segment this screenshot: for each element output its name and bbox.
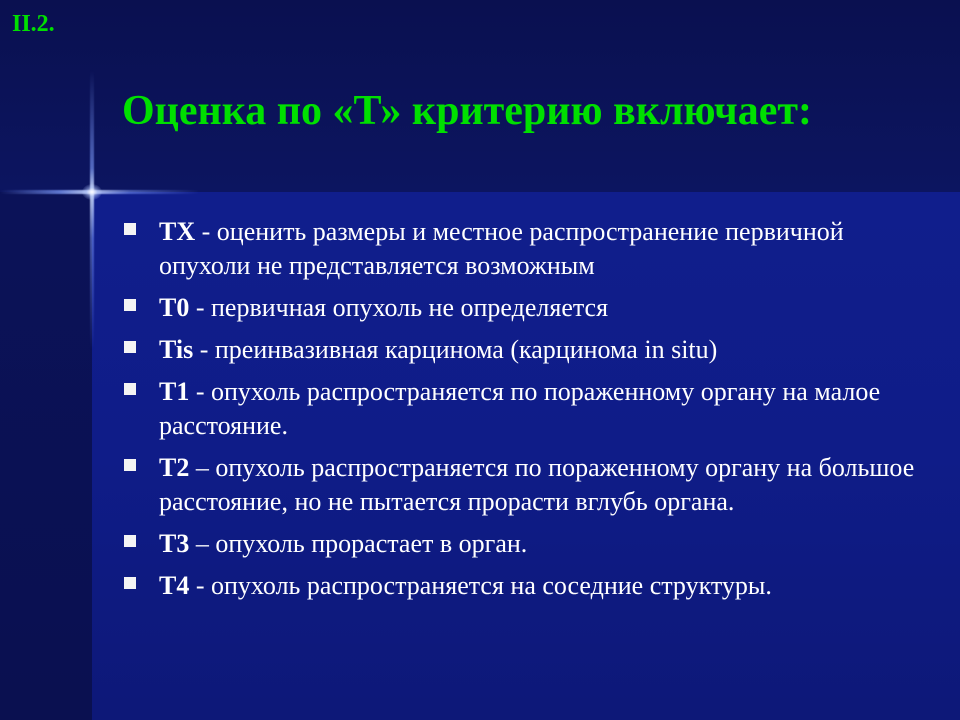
square-bullet-icon bbox=[124, 299, 136, 311]
item-code: T3 bbox=[159, 529, 190, 558]
square-bullet-icon bbox=[124, 535, 136, 547]
item-text: - опухоль распространяется по пораженному органу на малое расстояние. bbox=[159, 377, 881, 440]
list-item-t0 bbox=[124, 291, 934, 325]
light-flare-core bbox=[82, 184, 102, 200]
square-bullet-icon bbox=[124, 577, 136, 589]
square-bullet-icon bbox=[124, 459, 136, 471]
list-item-tis bbox=[124, 333, 934, 367]
item-text: – опухоль прорастает в орган. bbox=[189, 529, 528, 558]
square-bullet-icon bbox=[124, 341, 136, 353]
item-text: – опухоль распространяется по пораженному органу на большое расстояние, но не пытается прорасти вглубь органа. bbox=[159, 453, 915, 516]
list-item-t4 bbox=[124, 569, 934, 603]
list-item-t3 bbox=[124, 527, 934, 561]
item-text: - опухоль распространяется на соседние структуры. bbox=[189, 571, 772, 600]
item-text: - оценить размеры и местное распространение первичной опухоли не представляется возможным bbox=[159, 217, 844, 280]
item-code: T4 bbox=[159, 571, 190, 600]
item-code: T1 bbox=[159, 377, 190, 406]
criteria-list bbox=[124, 215, 934, 611]
item-code: T2 bbox=[159, 453, 190, 482]
slide-title: Оценка по «Т» критерию включает: bbox=[122, 88, 812, 134]
square-bullet-icon bbox=[124, 223, 136, 235]
list-item-t1 bbox=[124, 375, 934, 443]
item-code: TX bbox=[159, 217, 196, 246]
light-flare-vertical bbox=[90, 70, 94, 350]
item-code: T0 bbox=[159, 293, 190, 322]
item-text: - первичная опухоль не определяется bbox=[189, 293, 609, 322]
item-text: - преинвазивная карцинома (карцинома in situ) bbox=[193, 335, 718, 364]
item-code: Tis bbox=[159, 335, 194, 364]
background-left-band bbox=[0, 192, 92, 720]
square-bullet-icon bbox=[124, 383, 136, 395]
list-item-tx bbox=[124, 215, 934, 283]
slide-number: II.2. bbox=[12, 11, 55, 37]
list-item-t2 bbox=[124, 451, 934, 519]
